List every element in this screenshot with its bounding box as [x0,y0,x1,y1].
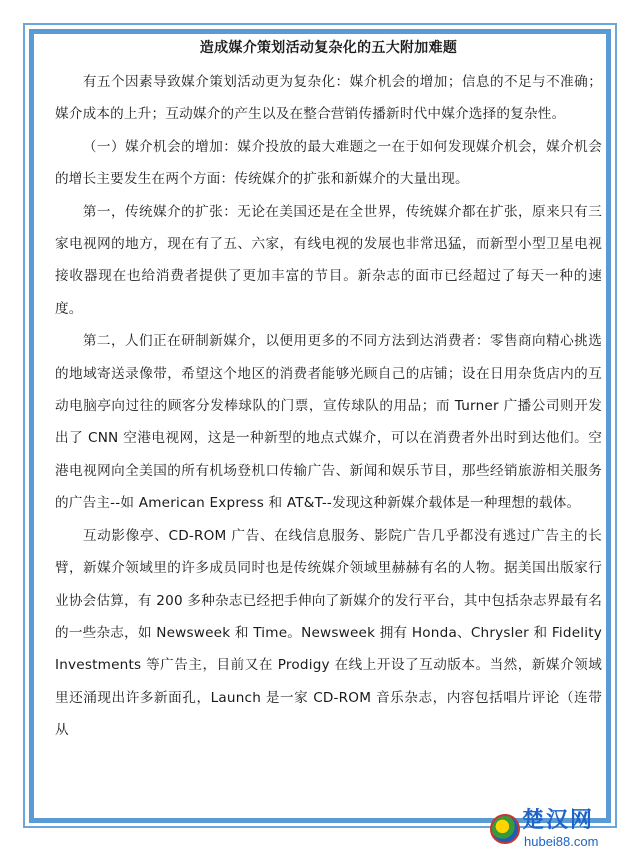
document-title: 造成媒介策划活动复杂化的五大附加难题 [199,40,458,56]
paragraph-intro: 有五个因素导致媒介策划活动更为复杂化：媒介机会的增加；信息的不足与不准确；媒介成本的上升；互动媒介的产生以及在整合营销传播新时代中媒介选择的复杂性。 [55,74,602,123]
paragraph-section-1: （一）媒介机会的增加：媒介投放的最大难题之一在于如何发现媒介机会，媒介机会的增长主要发生在两个方面：传统媒介的扩张和新媒介的大量出现。 [55,138,602,188]
site-watermark [490,808,640,852]
document-body [55,36,602,747]
watermark-domain: hubei88.com [524,834,599,849]
globe-logo-icon [490,814,520,844]
watermark-site-name: 楚汉网 [522,808,595,833]
paragraph-first-point: 第一，传统媒介的扩张：无论在美国还是在全世界，传统媒介都在扩张，原来只有三家电视网的地方，现在有了五、六家，有线电视的发展也非常迅猛，而新型小型卫星电视接收器现在也给消费者提供了更加丰富的节目。新杂志的面市已经超过了每天一种的速度。 [55,203,602,317]
paragraph-interactive-media: 互动影像亭、CD-ROM 广告、在线信息服务、影院广告几乎都没有逃过广告主的长臂，新媒介领域里的许多成员同时也是传统媒介领域里赫赫有名的人物。据美国出版家行业协会估算，有 200 多种杂志已经把手伸向了新媒介的发行平台，其中包括杂志界最有名的一些杂志，如 Newsweek 和 Time。Newsweek 拥有 Honda、Chrysler 和 Fidelity Investments 等广告主，目前又在 Prodigy 在线上开设了互动版本。当然，新媒介领域里还涌现出许多新面孔，Launch 是一家 CD-ROM 音乐杂志，内容包括唱片评论（连带从 [55,527,602,739]
paragraph-second-point: 第二，人们正在研制新媒介，以便用更多的不同方法到达消费者：零售商向精心挑选的地域寄送录像带，希望这个地区的消费者能够光顾自己的店铺；设在日用杂货店内的互动电脑亭向过往的顾客分发棒球队的门票，宣传球队的用品；而 Turner 广播公司则开发出了 CNN 空港电视网，这是一种新型的地点式媒介，可以在消费者外出时到达他们。空港电视网向全美国的所有机场登机口传输广告、新闻和娱乐节目，那些经销旅游相关服务的广告主--如 American Express 和 AT&T--发现这种新媒介载体是一种理想的载体。 [55,333,602,512]
